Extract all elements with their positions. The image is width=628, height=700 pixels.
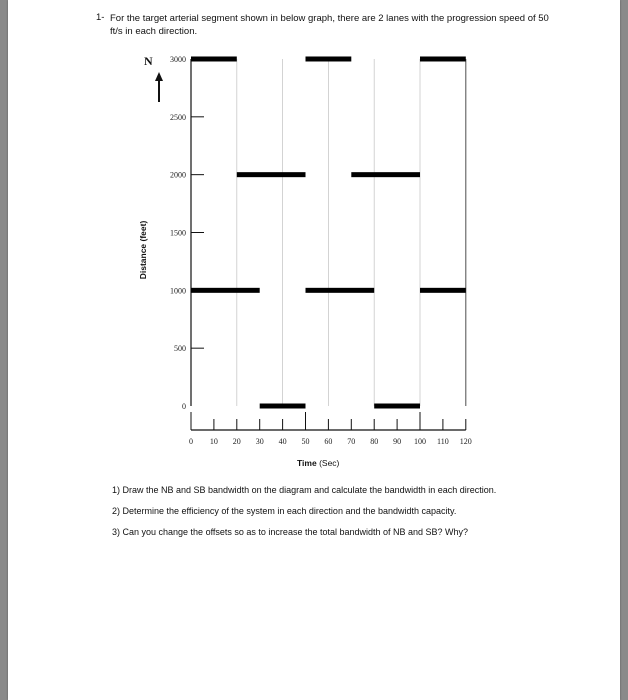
north-arrow-icon	[155, 72, 163, 102]
x-tick-label: 40	[278, 437, 287, 446]
question-2: 2) Determine the efficiency of the system in each direction and the bandwidth capacity.	[112, 506, 457, 516]
y-tick-label: 3000	[170, 54, 186, 64]
y-tick-label: 2000	[170, 170, 186, 180]
y-tick-label: 0	[182, 402, 186, 411]
y-tick-label: 500	[174, 344, 186, 354]
problem-statement: For the target arterial segment shown in below graph, there are 2 lanes with the progression speed of 50 ft/s in each direction.	[110, 13, 549, 37]
questions-list	[112, 484, 592, 547]
x-tick-label: 0	[189, 437, 193, 446]
y-axis	[170, 55, 204, 411]
question-1: 1) Draw the NB and SB bandwidth on the diagram and calculate the bandwidth in each direction.	[112, 485, 497, 495]
x-axis-title: Time	[297, 458, 317, 468]
red-interval-bar	[260, 404, 306, 409]
x-tick-label: 110	[437, 437, 449, 446]
y-axis-label: Distance (feet)	[138, 220, 148, 280]
x-tick-label: 10	[209, 437, 218, 446]
x-tick-label: 50	[301, 437, 310, 446]
y-tick-label: 2500	[170, 112, 186, 122]
red-interval-bar	[306, 288, 375, 293]
x-tick-label: 80	[370, 437, 379, 446]
x-tick-label: 90	[393, 437, 402, 446]
red-interval-bar	[306, 56, 352, 61]
red-interval-bar	[420, 56, 466, 61]
x-tick-label: 70	[347, 437, 356, 446]
x-tick-label: 30	[255, 437, 264, 446]
north-label: N	[144, 54, 153, 68]
x-axis	[189, 412, 472, 446]
red-interval-bar	[351, 172, 420, 177]
red-interval-bar	[237, 172, 306, 177]
problem-number: 1-	[96, 12, 105, 23]
red-interval-bar	[191, 56, 237, 61]
y-tick-label: 1500	[170, 228, 186, 238]
red-interval-bar	[420, 288, 466, 293]
x-axis-unit: (Sec)	[319, 458, 340, 468]
time-gridlines	[191, 59, 466, 406]
x-tick-label: 120	[459, 437, 472, 446]
red-interval-bar	[374, 404, 420, 409]
y-tick-label: 1000	[170, 286, 186, 296]
question-3: 3) Can you change the offsets so as to increase the total bandwidth of NB and SB? Why?	[112, 527, 469, 537]
x-tick-label: 20	[232, 437, 241, 446]
x-tick-label: 100	[414, 437, 426, 446]
red-interval-bar	[191, 288, 260, 293]
x-tick-label: 60	[324, 437, 333, 446]
